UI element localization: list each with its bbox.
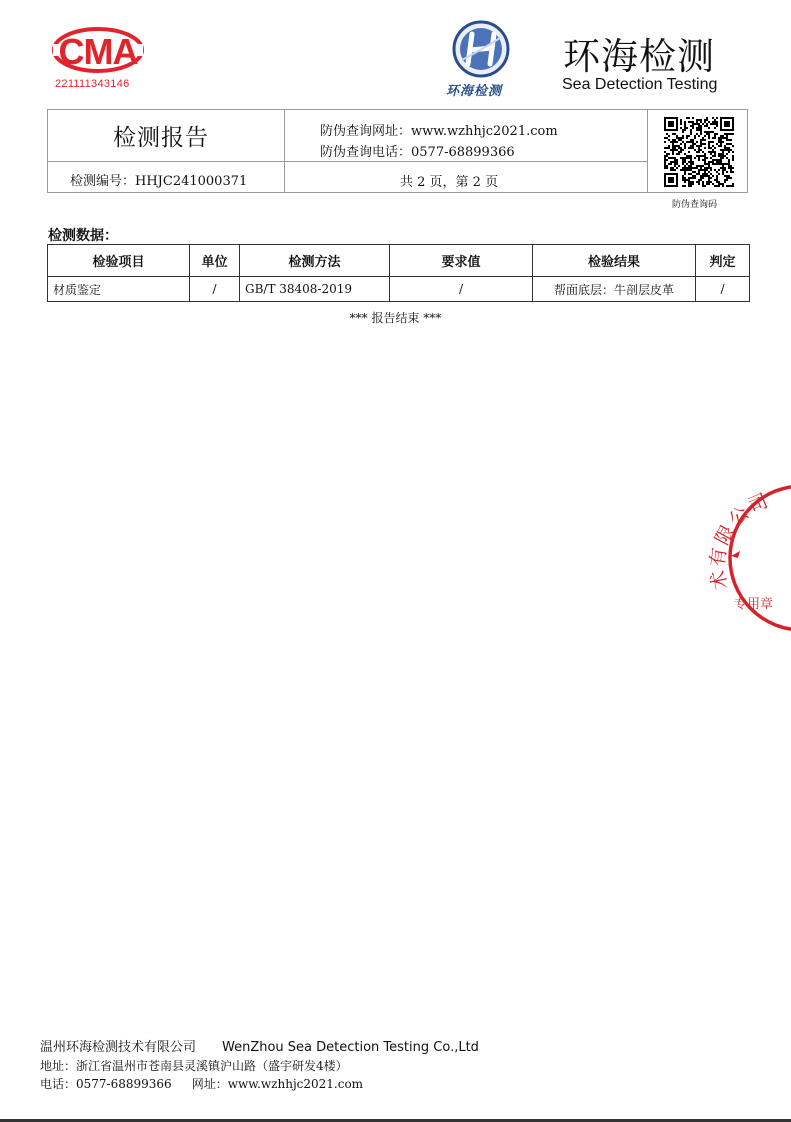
seal-arc-text: 术有限公司: [706, 489, 774, 592]
footer-website: 网址：www.wzhhjc2021.com: [191, 1077, 364, 1091]
header-divider: [47, 161, 648, 162]
qr-code: [664, 117, 734, 187]
column-header-unit: 单位: [190, 245, 240, 277]
cell-requirement: /: [390, 277, 533, 302]
column-header-result: 检验结果: [533, 245, 696, 277]
cell-item: 材质鉴定: [48, 277, 190, 302]
company-logo-text: 环海检测: [446, 84, 503, 99]
footer-phone: 电话：0577-68899366: [40, 1077, 172, 1091]
company-logo: [452, 20, 510, 78]
cma-letters: CMA: [58, 31, 138, 72]
table-header-row: [48, 245, 750, 277]
svg-text:术有限公司: [706, 489, 773, 591]
footer-company: 温州环海检测技术有限公司 WenZhou Sea Detection Testing Co.,Ltd: [40, 1040, 479, 1055]
header-divider: [284, 109, 285, 193]
anticounterfeit-url: 防伪查询网址：www.wzhhjc2021.com: [320, 124, 558, 139]
company-name-chinese: 环海检测: [563, 35, 715, 78]
cell-judgment: /: [696, 277, 750, 302]
cma-certificate-number: 221111343146: [55, 78, 130, 90]
official-seal: [690, 478, 791, 638]
report-number: 检测编号：HHJC241000371: [70, 174, 248, 189]
cma-logo: [52, 26, 144, 74]
seal-center-text: 专用章: [734, 597, 774, 612]
test-data-table: [47, 244, 750, 302]
page-indicator: 共 2 页，第 2 页: [400, 175, 499, 190]
cell-result: 帮面底层：牛剖层皮革: [533, 277, 696, 302]
table-row: [48, 277, 750, 302]
column-header-judgment: 判定: [696, 245, 750, 277]
column-header-method: 检测方法: [240, 245, 390, 277]
report-end-marker: *** 报告结束 ***: [349, 311, 442, 325]
footer-address: 地址：浙江省温州市苍南县灵溪镇沪山路（盛宇研发4楼）: [40, 1059, 348, 1073]
data-section-heading: 检测数据：: [48, 228, 118, 244]
report-title: 检测报告: [113, 125, 209, 151]
cell-unit: /: [190, 277, 240, 302]
header-divider: [647, 109, 648, 193]
column-header-requirement: 要求值: [390, 245, 533, 277]
cell-method: GB/T 38408-2019: [240, 277, 390, 302]
qr-caption: 防伪查询码: [672, 200, 718, 210]
footer-contact: [40, 1075, 363, 1092]
anticounterfeit-phone: 防伪查询电话：0577-68899366: [320, 145, 515, 160]
company-name-english: Sea Detection Testing: [562, 76, 718, 93]
column-header-item: 检验项目: [48, 245, 190, 277]
